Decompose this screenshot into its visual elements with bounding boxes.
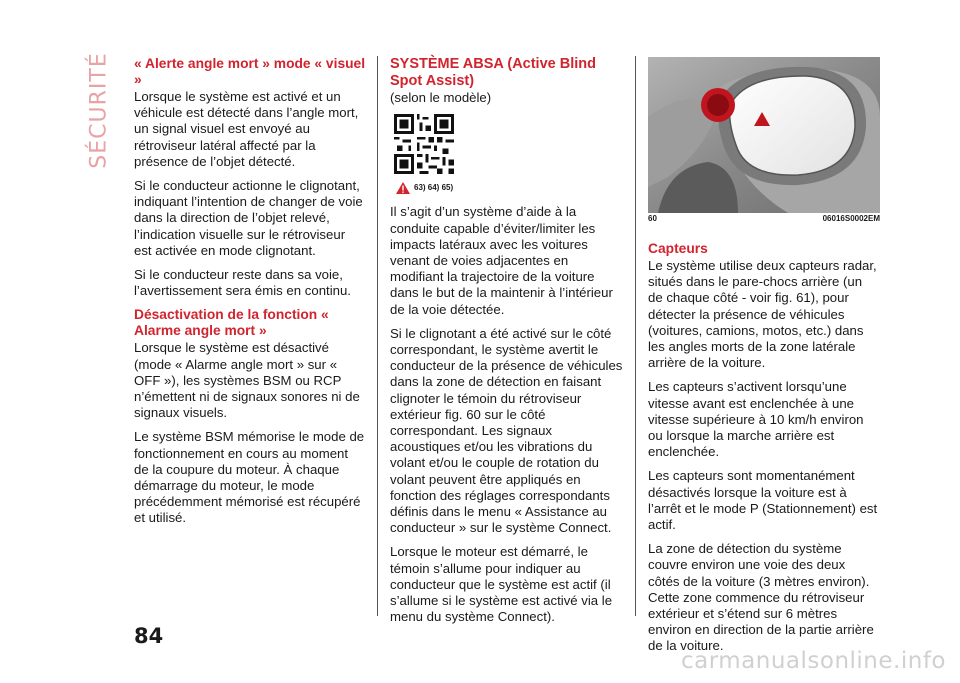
paragraph: Le système utilise deux capteurs radar, situés dans le pare-chocs arrière (un de chaque côté - voir fig. 61), pour détecter la présence de véhicules (voitures, camions, motos, etc.) dans les angles morts de la zone latérale arrière de la voiture.: [648, 258, 877, 371]
qr-code-icon[interactable]: [394, 114, 454, 174]
column-divider: [635, 56, 636, 616]
section-side-tab: [86, 51, 112, 169]
figure-number: 60: [648, 214, 657, 223]
paragraph: La zone de détection du système couvre environ une voie des deux côtés de la voiture (3 mètres environ). Cette zone commence du rétroviseur extérieur et s’étend sur 6 mètres environ en direction de la partie arrière de la voiture.: [648, 541, 874, 654]
mirror-figure: [648, 57, 880, 213]
heading-sensors: Capteurs: [648, 241, 708, 256]
paragraph: Si le conducteur reste dans sa voie, l’avertissement sera émis en continu.: [134, 267, 351, 299]
page-number: 84: [134, 624, 164, 648]
watermark: carmanualsonline.info: [680, 648, 946, 674]
paragraph: Le système BSM mémorise le mode de fonctionnement en cours au moment de la coupure du moteur. À chaque démarrage du moteur, le mode précédemment mémorisé est récupéré et utilisé.: [134, 429, 365, 526]
figure-caption: [648, 214, 880, 223]
paragraph: Il s’agit d’un système d’aide à la conduite capable d’éviter/limiter les impacts latéraux avec les voitures venant de voies adjacentes en modifiant la trajectoire de la voiture dans le but de la maintenir à l’intérieur de la voie détectée.: [390, 204, 613, 317]
column-divider: [377, 56, 378, 616]
heading-deactivation: Désactivation de la fonction « Alarme angle mort »: [134, 307, 329, 339]
column-middle: [390, 56, 624, 633]
model-note: (selon le modèle): [390, 90, 492, 105]
heading-absa: SYSTÈME ABSA (Active Blind Spot Assist): [390, 56, 596, 89]
paragraph: Si le clignotant a été activé sur le côté correspondant, le système avertit le conducteur de la présence de véhicules dans la zone de détection en faisant clignoter le témoin du rétroviseur extérieur fig. 60 sur le côté correspondant. Les signaux acoustiques et/ou les vibrations du volant et/ou le couple de rotation du volant peuvent être appliqués en fonction des réglages correspondants définis dans le menu « Assistance au conducteur » sur le système Connect.: [390, 325, 623, 536]
paragraph: Les capteurs sont momentanément désactivés lorsque la voiture est à l’arrêt et le mode P (Stationnement) est actif.: [648, 468, 878, 533]
paragraph: Lorsque le moteur est démarré, le témoin s’allume pour indiquer au conducteur que le système est actif (il s’allume si le système est activé via le menu du système Connect).: [390, 544, 613, 625]
warning-triangle-icon: [396, 182, 410, 194]
column-right: [648, 241, 880, 663]
paragraph: Lorsque le système est désactivé (mode « Alarme angle mort » sur « OFF »), les systèmes BSM ou RCP n’émettent ni de signaux sonores ni de signaux visuels.: [134, 340, 360, 421]
warning-references: [396, 180, 624, 196]
reference-numbers: 63) 64) 65): [414, 183, 454, 193]
heading-visual-mode: « Alerte angle mort » mode « visuel »: [134, 56, 366, 87]
section-title: SÉCURITÉ: [86, 51, 112, 169]
paragraph: Les capteurs s’activent lorsqu’une vitesse avant est enclenchée à une vitesse supérieure à 10 km/h environ ou lorsque la marche arrière est enclenchée.: [648, 379, 864, 460]
paragraph: Si le conducteur actionne le clignotant, indiquant l’intention de changer de voie dans la direction de l’objet relevé, l’indication visuelle sur le rétroviseur est activée en mode clignotant.: [134, 178, 363, 258]
figure-code: 06016S0002EM: [822, 214, 880, 223]
column-left: [134, 56, 366, 535]
paragraph: Lorsque le système est activé et un véhicule est détecté dans l’angle mort, un signal visuel est envoyé au rétroviseur latéral affecté par la présence de l’objet détecté.: [134, 89, 359, 169]
